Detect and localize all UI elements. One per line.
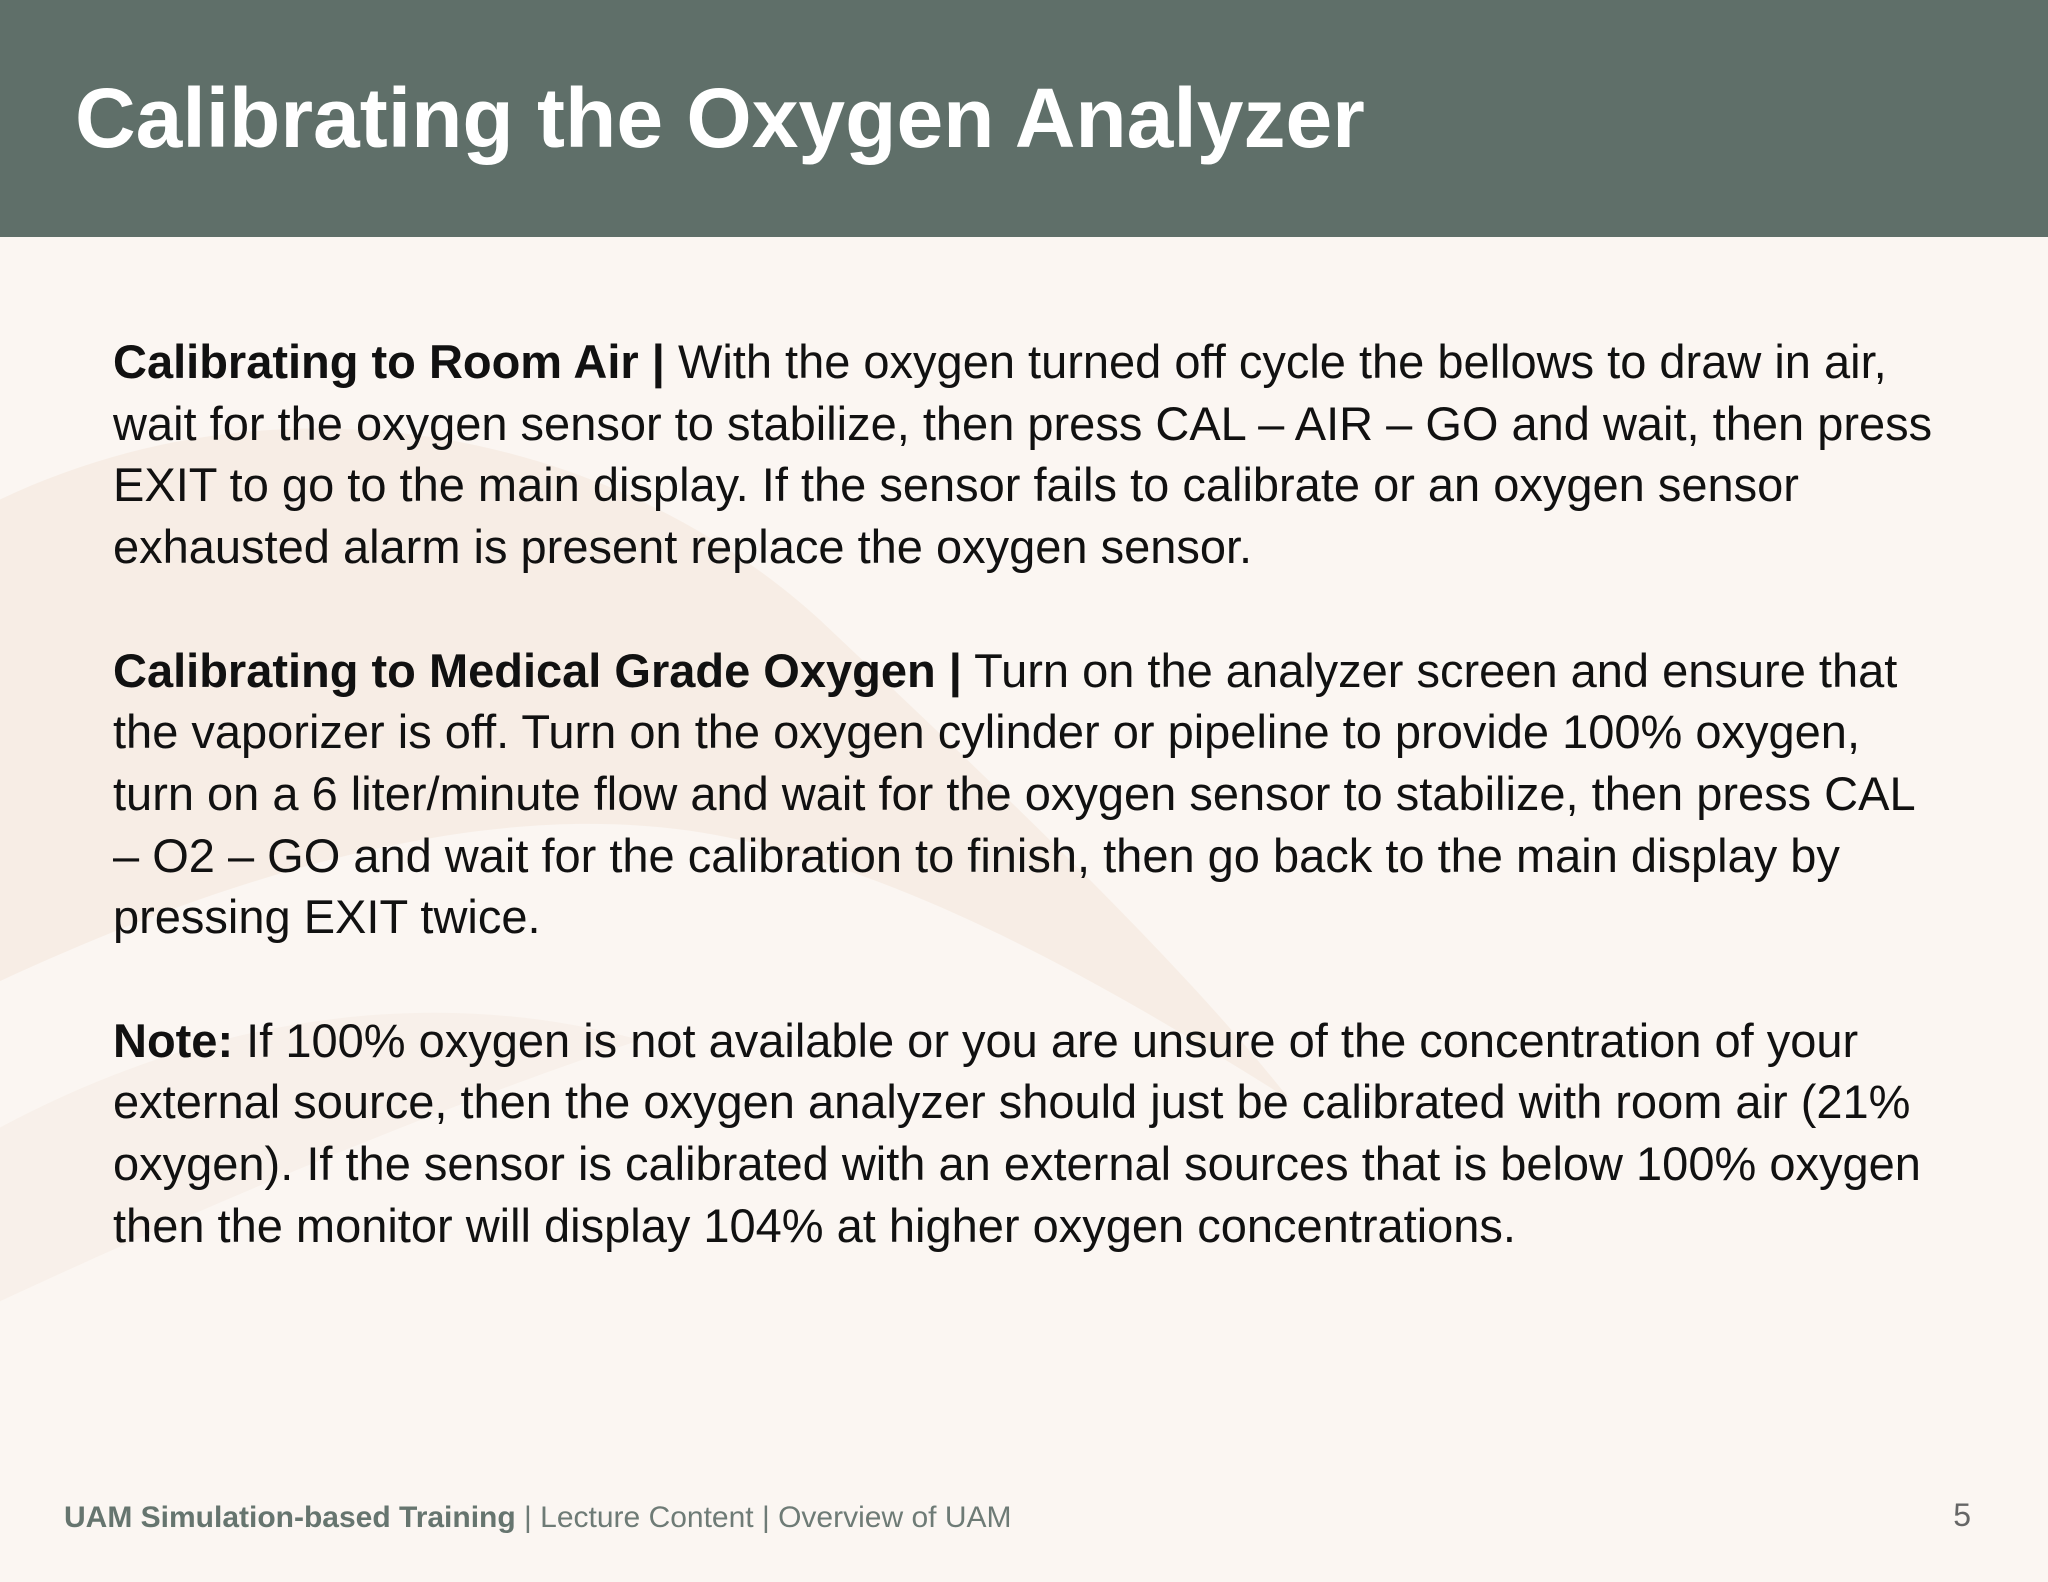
room-air-text: With the oxygen turned off cycle the bellows to draw in air, wait for the oxygen sensor to stabilize, then press CAL – AIR – GO and wait, then press EXIT to go to the main display. If the sensor fails to calibrate or an oxygen sensor exhausted alarm is present replace the oxygen sensor. [113, 335, 1933, 574]
room-air-paragraph [113, 331, 1953, 578]
medical-oxygen-text: Turn on the analyzer screen and ensure that the vaporizer is off. Turn on the oxygen cylinder or pipeline to provide 100% oxygen, turn on a 6 liter/minute flow and wait for the oxygen sensor to stabilize, then press CAL – O2 – GO and wait for the calibration to finish, then go back to the main display by pressing EXIT twice. [113, 643, 1914, 944]
footer-brand: UAM Simulation-based Training [64, 1501, 516, 1534]
room-air-heading: Calibrating to Room Air | [113, 335, 665, 388]
page-number: 5 [1953, 1497, 1971, 1533]
slide-footer [64, 1500, 1011, 1536]
slide-body [113, 331, 1953, 1257]
medical-oxygen-heading: Calibrating to Medical Grade Oxygen | [113, 643, 962, 697]
slide-title: Calibrating the Oxygen Analyzer [75, 71, 1365, 165]
medical-oxygen-paragraph [113, 640, 1953, 949]
title-bar [0, 0, 2048, 237]
note-text: If 100% oxygen is not available or you are unsure of the concentration of your external source, then the oxygen analyzer should just be calibrated with room air (21% oxygen). If the sensor is calibrated with an external sources that is below 100% oxygen then the monitor will display 104% at higher oxygen concentrations. [113, 1013, 1921, 1252]
footer-breadcrumb: | Lecture Content | Overview of UAM [515, 1501, 1012, 1534]
note-paragraph [113, 1010, 1953, 1257]
note-heading: Note: [113, 1013, 234, 1067]
